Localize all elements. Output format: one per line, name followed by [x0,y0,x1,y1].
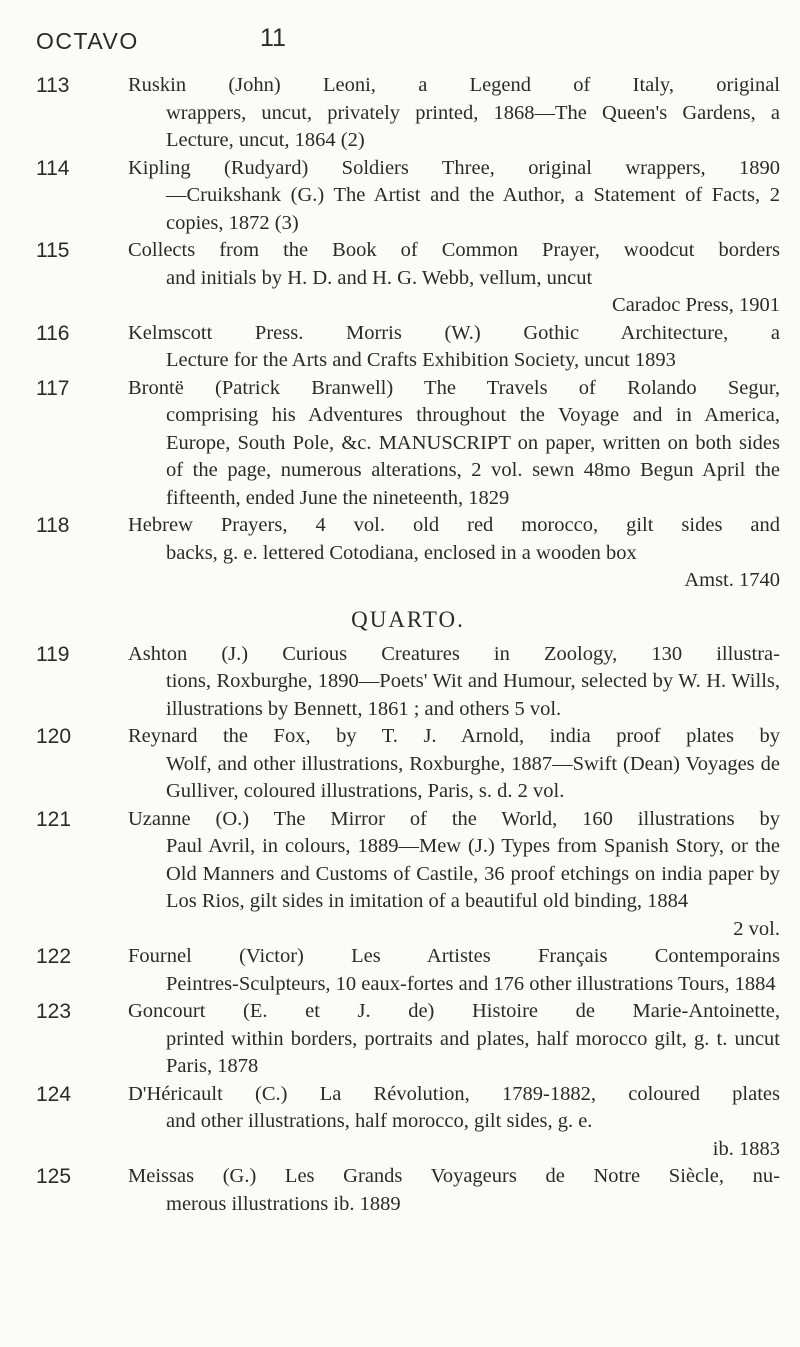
catalogue-entry [36,237,780,320]
lot-number: 114 [36,156,70,180]
lot-number: 123 [36,1000,72,1023]
entry-imprint: Caradoc Press, 1901 [612,294,780,316]
entry-first-line: Kipling (Rudyard) Soldiers Three, original wrappers, 1890 [128,156,780,179]
catalogue-entries [36,72,780,1218]
catalogue-entry [36,375,780,513]
entry-first-line: Ashton (J.) Curious Creatures in Zoology, 130 illustra- [128,642,780,665]
entry-first-line: Hebrew Prayers, 4 vol. old red morocco, gilt sides and [128,514,780,536]
lot-number: 124 [36,1082,72,1106]
entry-description: tions, Roxburghe, 1890—Poets' Wit and Humour, selected by W. H. Wills, illustrations by Bennett, 1861 ; and others 5 vol. [166,670,780,720]
entry-description: comprising his Adventures throughout the Voyage and in America, Europe, South Pole, &c. MANUSCRIPT on paper, written on both sides of the page, numerous alterations, 2 vol. sewn 48mo Begun April the fifteenth, ended June the nineteenth, 1829 [166,404,780,509]
lot-number: 121 [36,807,72,831]
lot-number: 120 [36,725,72,748]
octavo-entry-list [36,72,780,595]
catalogue-entry [36,641,780,724]
catalogue-entry [36,155,780,238]
entry-description: Lecture for the Arts and Crafts Exhibition Society, uncut 1893 [166,349,676,371]
catalogue-entry [36,512,780,595]
catalogue-entry [36,320,780,375]
entry-description: merous illustrations ib. 1889 [166,1192,401,1215]
entry-description: Wolf, and other illustrations, Roxburghe, 1887—Swift (Dean) Voyages de Gulliver, coloured illustrations, Paris, s. d. 2 vol. [166,752,780,802]
quarto-entry-list [36,641,780,1219]
entry-description: wrappers, uncut, privately printed, 1868—The Queen's Gardens, a Lecture, uncut, 1864 (2) [166,101,780,151]
entry-description: backs, g. e. lettered Cotodiana, enclosed in a wooden box [166,541,637,564]
entry-description: and initials by H. D. and H. G. Webb, vellum, uncut [166,266,593,289]
catalogue-entry [36,806,780,944]
lot-number: 116 [36,321,70,345]
entry-description: printed within borders, portraits and plates, half morocco gilt, g. t. uncut Paris, 1878 [166,1027,780,1077]
lot-number: 113 [36,74,70,97]
entry-description: and other illustrations, half morocco, gilt sides, g. e. [166,1110,593,1132]
entry-first-line: Brontë (Patrick Branwell) The Travels of Rolando Segur, [128,376,780,399]
catalogue-entry [36,1081,780,1164]
page-number: 11 [260,24,286,52]
entry-first-line: D'Héricault (C.) La Révolution, 1789-1882, coloured plates [128,1082,780,1105]
lot-number: 122 [36,945,72,968]
entry-first-line: Reynard the Fox, by T. J. Arnold, india proof plates by [128,725,780,747]
lot-number: 125 [36,1165,72,1188]
entry-description: Peintres-Sculpteurs, 10 eaux-fortes and 176 other illustrations Tours, 1884 [166,972,776,995]
entry-first-line: Meissas (G.) Les Grands Voyageurs de Notre Siècle, nu- [128,1165,780,1187]
entry-imprint: Amst. 1740 [684,569,780,591]
lot-number: 119 [36,642,70,666]
catalogue-entry [36,943,780,998]
entry-first-line: Uzanne (O.) The Mirror of the World, 160 illustrations by [128,807,780,830]
entry-description: Paul Avril, in colours, 1889—Mew (J.) Types from Spanish Story, or the Old Manners and Customs of Castile, 36 proof etchings on india paper by Los Rios, gilt sides in imitation of a beautiful old binding, 1884 [166,835,780,912]
catalogue-entry [36,1163,780,1218]
running-head [36,22,766,62]
lot-number: 117 [36,376,70,400]
quarto-section-title: QUARTO. [351,606,465,632]
entry-imprint: ib. 1883 [712,1137,780,1160]
entry-description: —Cruikshank (G.) The Artist and the Author, a Statement of Facts, 2 copies, 1872 (3) [166,184,780,234]
entry-first-line: Goncourt (E. et J. de) Histoire de Marie-Antoinette, [128,1000,780,1022]
lot-number: 118 [36,514,70,537]
section-heading: OCTAVO [36,28,139,54]
entry-first-line: Fournel (Victor) Les Artistes Français Contemporains [128,945,780,967]
entry-imprint: 2 vol. [733,917,780,940]
catalogue-entry [36,72,780,155]
catalogue-entry [36,998,780,1081]
entry-first-line: Collects from the Book of Common Prayer, woodcut borders [128,239,780,261]
catalogue-entry [36,723,780,806]
entry-first-line: Ruskin (John) Leoni, a Legend of Italy, original [128,74,780,96]
lot-number: 115 [36,239,70,262]
entry-first-line: Kelmscott Press. Morris (W.) Gothic Architecture, a [128,321,780,344]
